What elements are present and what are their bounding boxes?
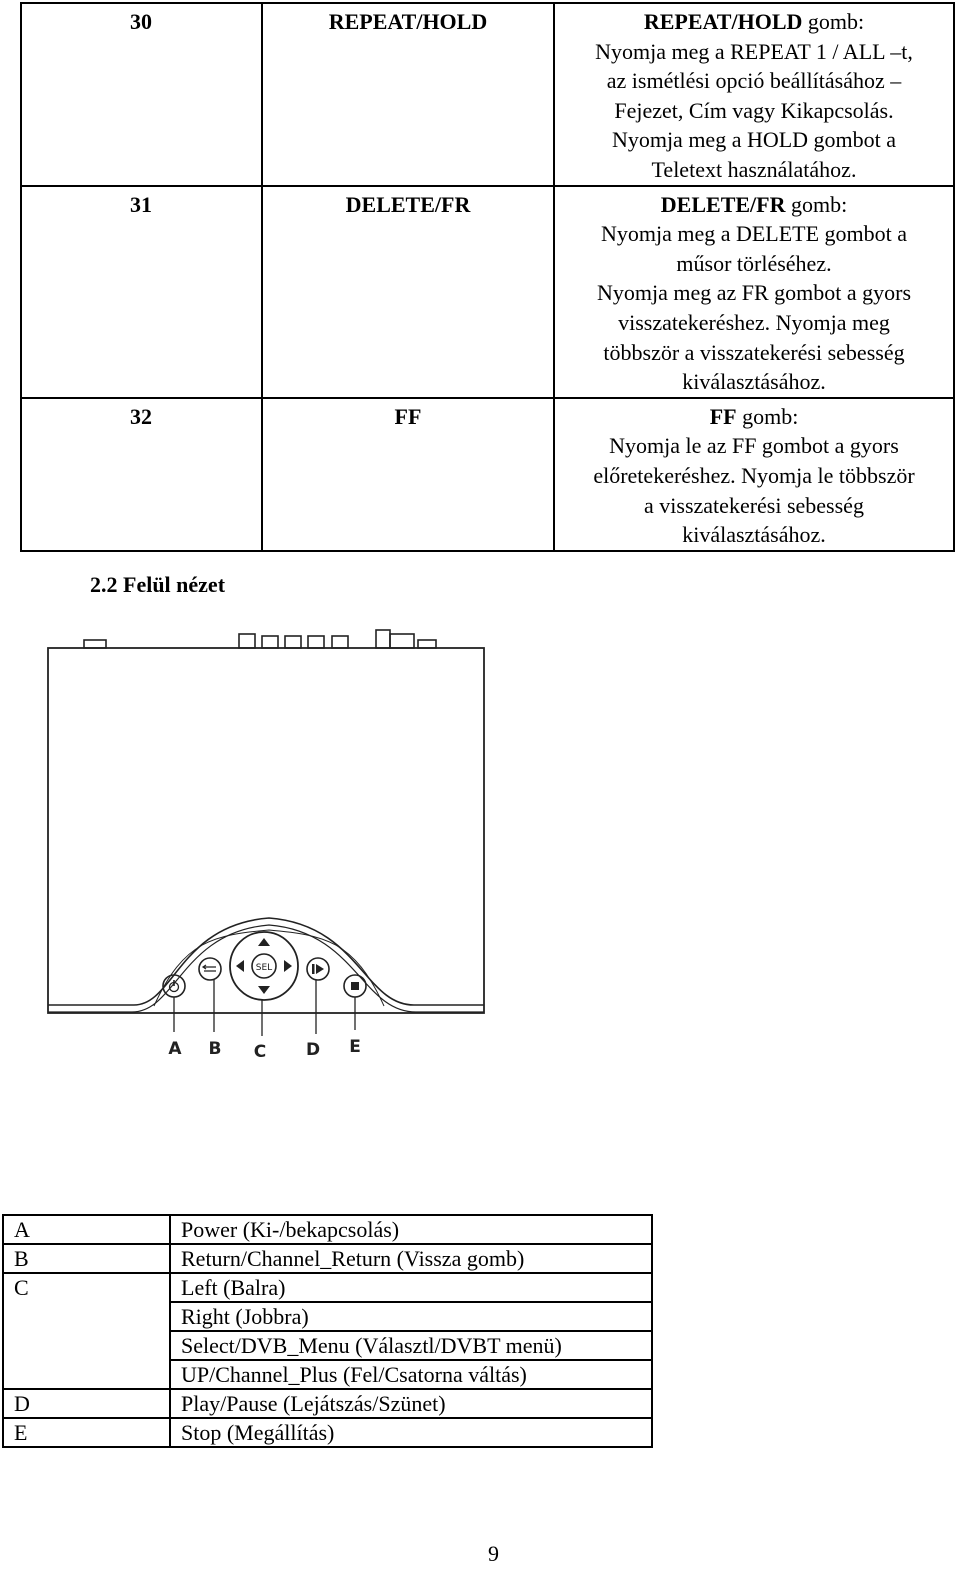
legend-row — [3, 1302, 652, 1331]
legend-value: Left (Balra) — [170, 1273, 652, 1302]
legend-row — [3, 1273, 652, 1302]
device-top-view-figure — [14, 620, 544, 1100]
legend-row — [3, 1244, 652, 1273]
legend-key — [3, 1302, 170, 1331]
description-line: visszatekeréshez. Nyomja meg — [618, 309, 890, 335]
legend-value: Return/Channel_Return (Vissza gomb) — [170, 1244, 652, 1273]
button-description-table — [20, 2, 955, 552]
navigation-cluster-figure — [230, 932, 298, 1000]
description-line: előretekeréshez. Nyomja le többször — [593, 462, 915, 488]
description-line: többször a visszatekerési sebesség — [603, 339, 905, 365]
callout-label-d: D — [305, 1040, 321, 1060]
front-panel-arch — [48, 918, 484, 1005]
legend-row — [3, 1360, 652, 1389]
table-row — [21, 398, 954, 551]
button-description — [554, 398, 954, 551]
rear-connectors — [84, 630, 436, 648]
table-row — [21, 3, 954, 186]
row-number: 32 — [21, 398, 262, 551]
legend-key: C — [3, 1273, 170, 1302]
description-line: Fejezet, Cím vagy Kikapcsolás. — [614, 97, 894, 123]
button-name: REPEAT/HOLD — [262, 3, 554, 186]
legend-key — [3, 1360, 170, 1389]
description-heading: REPEAT/HOLD gomb: — [643, 9, 865, 34]
callout-label-b: B — [208, 1039, 222, 1059]
description-heading: FF gomb: — [709, 403, 799, 429]
button-description — [554, 186, 954, 398]
legend-key: A — [3, 1215, 170, 1244]
description-line: a visszatekerési sebesség — [644, 492, 864, 518]
legend-key — [3, 1331, 170, 1360]
callout-label-c: C — [253, 1042, 267, 1062]
table-row — [21, 186, 954, 398]
legend-row — [3, 1389, 652, 1418]
callout-label-a: A — [168, 1039, 182, 1059]
play-pause-button-figure — [307, 958, 329, 980]
row-number: 30 — [21, 3, 262, 186]
legend-value: Stop (Megállítás) — [170, 1418, 652, 1447]
button-name: FF — [262, 398, 554, 551]
description-line: az ismétlési opció beállításához – — [606, 68, 902, 94]
callout-label-e: E — [349, 1037, 361, 1057]
sel-label: SEL — [255, 963, 273, 973]
power-button-figure — [163, 975, 185, 997]
description-line: kiválasztásához. — [682, 522, 826, 548]
legend-value: Select/DVB_Menu (Választl/DVBT menü) — [170, 1331, 652, 1360]
page-number: 9 — [488, 1541, 499, 1566]
description-line: Nyomja meg az FR gombot a gyors — [596, 280, 912, 306]
row-number: 31 — [21, 186, 262, 398]
button-description — [554, 3, 954, 186]
button-legend-table — [2, 1214, 653, 1448]
description-line: műsor törléséhez. — [676, 250, 832, 276]
section-heading: 2.2 Felül nézet — [90, 572, 226, 597]
description-heading: DELETE/FR gomb: — [660, 191, 848, 217]
button-name: DELETE/FR — [262, 186, 554, 398]
stop-button-figure — [344, 975, 366, 997]
legend-key: B — [3, 1244, 170, 1273]
description-line: Teletext használatához. — [651, 156, 857, 182]
legend-row — [3, 1331, 652, 1360]
description-line: Nyomja le az FF gombot a gyors — [609, 433, 899, 459]
legend-row — [3, 1418, 652, 1447]
legend-row — [3, 1215, 652, 1244]
legend-key: D — [3, 1389, 170, 1418]
description-line: kiválasztásához. — [682, 369, 826, 395]
description-line: Nyomja meg a HOLD gombot a — [611, 127, 897, 153]
description-line: Nyomja meg a DELETE gombot a — [600, 221, 908, 247]
device-body — [48, 648, 484, 1013]
return-button-figure — [199, 958, 221, 980]
legend-value: Right (Jobbra) — [170, 1302, 652, 1331]
legend-value: Power (Ki-/bekapcsolás) — [170, 1215, 652, 1244]
legend-value: Play/Pause (Lejátszás/Szünet) — [170, 1389, 652, 1418]
description-line: Nyomja meg a REPEAT 1 / ALL –t, — [595, 38, 913, 64]
legend-value: UP/Channel_Plus (Fel/Csatorna váltás) — [170, 1360, 652, 1389]
legend-key: E — [3, 1418, 170, 1447]
